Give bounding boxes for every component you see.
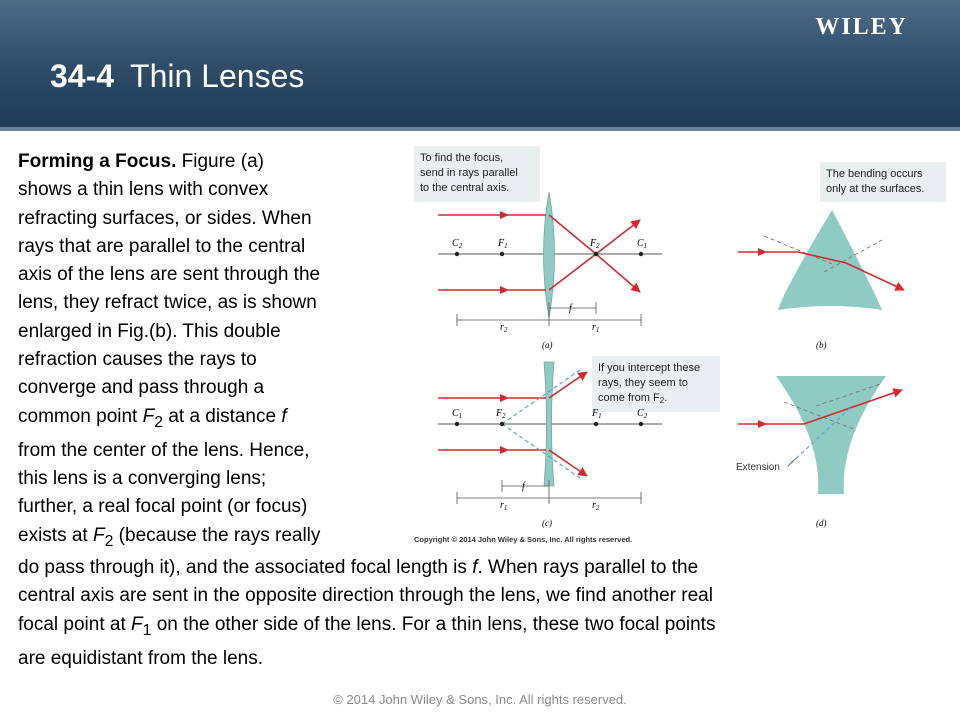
thin-lens-figure xyxy=(412,140,948,548)
point-f1-c xyxy=(594,422,598,426)
ray-c-top-out xyxy=(549,372,587,398)
focal-point-symbol: F xyxy=(92,524,105,546)
label-f2-a: $F_2$ xyxy=(590,238,600,250)
point-c1-a xyxy=(639,252,643,256)
dim-r2-label-c: $r_2$ xyxy=(592,500,600,512)
text-span: common point xyxy=(18,405,143,427)
label-c2-c: $C_2$ xyxy=(637,408,648,420)
text-line xyxy=(18,554,948,582)
lens-d xyxy=(776,376,886,494)
label-f1-c: $F_1$ xyxy=(592,408,602,420)
text-span: (because the rays really xyxy=(113,524,321,546)
arrowhead xyxy=(758,248,767,256)
text-line xyxy=(18,522,408,556)
body-text-bottom xyxy=(18,554,948,673)
subscript: 2 xyxy=(154,413,164,431)
section-number: 34-4 xyxy=(50,58,115,94)
text-line xyxy=(18,403,408,437)
point-c2-a xyxy=(455,252,459,256)
text-line: refracting surfaces, or sides. When xyxy=(18,207,312,229)
text-span: exists at xyxy=(18,524,93,546)
focal-point-symbol: F xyxy=(131,613,143,635)
text-span: focal point at xyxy=(18,613,132,635)
arrowhead xyxy=(500,211,509,219)
text-span: . When rays parallel to the xyxy=(477,557,699,578)
text-line: converge and pass through a xyxy=(18,377,265,399)
panel-label-d: (d) xyxy=(816,518,827,528)
note-b-line2: only at the surfaces. xyxy=(826,183,925,195)
text-line: from the center of the lens. Hence, xyxy=(18,439,310,461)
label-c1-a: $C_1$ xyxy=(637,238,648,250)
arrowhead xyxy=(758,420,767,428)
label-c2-a: $C_2$ xyxy=(452,238,463,250)
panel-label-b: (b) xyxy=(816,340,827,350)
note-c-line3: come from F2. xyxy=(598,392,668,405)
text-line: rays that are parallel to the central xyxy=(18,235,306,257)
note-c-line1: If you intercept these xyxy=(598,362,701,374)
dim-r1-label-c: $r_1$ xyxy=(500,500,508,512)
text-line: lens, they refract twice, as is shown xyxy=(18,292,317,314)
slide-title xyxy=(50,58,304,95)
dim-f-label-c: f xyxy=(522,481,525,492)
text-span: Figure (a) xyxy=(176,151,264,172)
panel-label-c: (c) xyxy=(542,518,552,528)
text-span: on the other side of the lens. For a thin lens, these two focal points xyxy=(151,613,716,635)
note-a-line3: to the central axis. xyxy=(420,182,510,194)
text-line: this lens is a converging lens; xyxy=(18,468,267,490)
ray-c-bot-out xyxy=(549,450,587,476)
dim-f-label-a: f xyxy=(569,303,572,314)
extension-c-bot xyxy=(502,424,580,478)
section-title: Thin Lenses xyxy=(130,58,305,94)
point-f2-c xyxy=(500,422,504,426)
point-f2-a xyxy=(594,252,598,256)
publisher-logo: WILEY xyxy=(815,14,908,40)
text-line: axis of the lens are sent through the xyxy=(18,264,321,286)
extension-pointer xyxy=(788,458,796,466)
figure-copyright: Copyright © 2014 John Wiley & Sons, Inc. All rights reserved. xyxy=(414,535,633,544)
lead-heading: Forming a Focus. xyxy=(18,151,177,172)
dim-r1-label-a: $r_1$ xyxy=(592,322,600,334)
extension-c-top xyxy=(502,370,580,424)
text-line xyxy=(18,148,408,176)
subscript: 2 xyxy=(104,532,114,550)
text-line: central axis are sent in the opposite direction through the lens, we find another real xyxy=(18,585,713,607)
text-line: enlarged in Fig.(b). This double xyxy=(18,320,281,342)
arrowhead xyxy=(500,286,509,294)
point-c2-c xyxy=(639,422,643,426)
label-c1-c: $C_1$ xyxy=(452,408,463,420)
focal-length-symbol: f xyxy=(281,405,287,427)
text-line: refraction causes the rays to xyxy=(18,349,257,371)
note-a-line1: To find the focus, xyxy=(420,152,504,164)
text-line: are equidistant from the lens. xyxy=(18,647,264,669)
subscript: 1 xyxy=(142,621,152,639)
dim-r2-label-a: $r_2$ xyxy=(500,322,508,334)
extension-label: Extension xyxy=(736,462,780,473)
text-line: further, a real focal point (or focus) xyxy=(18,496,308,518)
text-line: shows a thin lens with convex xyxy=(18,179,269,201)
note-b-line1: The bending occurs xyxy=(826,168,923,180)
note-a-line2: send in rays parallel xyxy=(420,167,518,179)
point-f1-a xyxy=(500,252,504,256)
text-line xyxy=(18,611,948,645)
panel-label-a: (a) xyxy=(542,340,553,350)
label-f1-a: $F_1$ xyxy=(498,238,508,250)
point-c1-c xyxy=(455,422,459,426)
body-text-column xyxy=(18,148,408,556)
text-span: at a distance xyxy=(163,405,282,427)
arrowhead xyxy=(500,446,509,454)
focal-point-symbol: F xyxy=(142,405,155,427)
footer-copyright: © 2014 John Wiley & Sons, Inc. All rights reserved. xyxy=(333,692,627,707)
arrowhead xyxy=(500,394,509,402)
note-c-line2: rays, they seem to xyxy=(598,377,688,389)
title-bar-divider xyxy=(0,127,960,131)
text-span: do pass through it), and the associated focal length is xyxy=(18,557,473,578)
label-f2-c: $F_2$ xyxy=(496,408,506,420)
lens-a xyxy=(544,192,555,318)
focal-length-symbol: f xyxy=(472,557,478,578)
